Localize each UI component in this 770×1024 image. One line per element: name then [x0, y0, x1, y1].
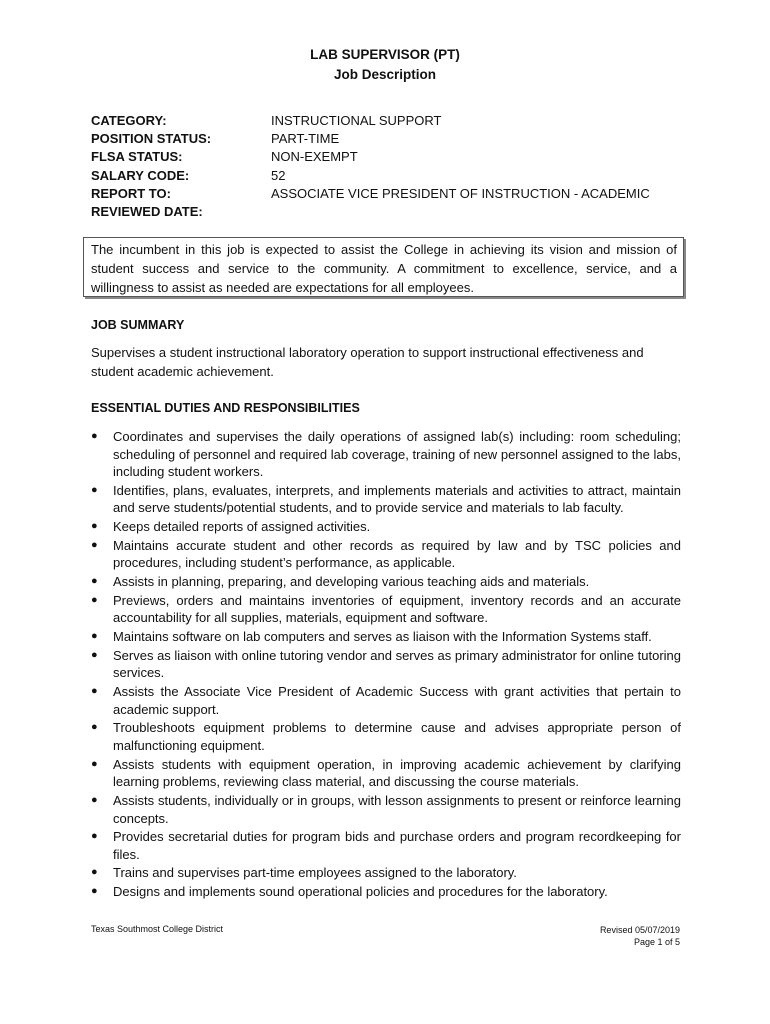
- meta-label: SALARY CODE:: [91, 167, 190, 183]
- meta-label: FLSA STATUS:: [91, 149, 183, 165]
- duty-text: Identifies, plans, evaluates, interprets, and implements materials and activities to attract, maintain and serve students/potential students, and to provide service and materials to lab faculty.: [113, 482, 681, 516]
- notice-box: The incumbent in this job is expected to assist the College in achieving its vision and mission of student success and service to the community. A commitment to excellence, service, and a willingness to assist as needed are expectations for all employees.: [83, 237, 684, 297]
- duty-item: [91, 864, 681, 882]
- meta-row: [91, 130, 650, 148]
- duty-text: Assists the Associate Vice President of Academic Success with grant activities that pertain to academic support.: [113, 684, 681, 717]
- bullet-icon: ●: [91, 630, 98, 643]
- meta-row: [91, 112, 650, 130]
- duty-item: [91, 537, 681, 572]
- duty-item: [91, 518, 681, 536]
- bullet-icon: ●: [91, 866, 98, 879]
- document-subtitle: Job Description: [333, 67, 436, 82]
- duty-text: Assists students with equipment operation, in improving academic achievement by clarifying learning problems, reviewing class material, and discussing the course materials.: [113, 756, 681, 790]
- duty-text: Keeps detailed reports of assigned activities.: [113, 519, 371, 535]
- footer-organization: Texas Southmost College District: [91, 924, 224, 934]
- position-meta-table: [91, 112, 650, 221]
- meta-row: [91, 185, 650, 203]
- meta-value: ASSOCIATE VICE PRESIDENT OF INSTRUCTION - ACADEMIC: [271, 185, 650, 201]
- duty-item: [91, 573, 681, 591]
- footer-revised: Revised 05/07/2019: [599, 925, 680, 935]
- meta-label: REVIEWED DATE:: [91, 203, 203, 219]
- duty-text: Serves as liaison with online tutoring vendor and serves as primary administrator for online tutoring services.: [113, 647, 681, 681]
- duty-item: [91, 683, 681, 718]
- footer-info: [600, 924, 680, 948]
- bullet-icon: ●: [91, 885, 98, 898]
- duty-text: Assists students, individually or in groups, with lesson assignments to present or reinforce learning concepts.: [113, 792, 681, 826]
- meta-value: 52: [271, 167, 286, 183]
- bullet-icon: ●: [91, 757, 98, 770]
- duty-text: Troubleshoots equipment problems to determine cause and advises appropriate person of malfunctioning equipment.: [113, 720, 681, 753]
- bullet-icon: ●: [91, 685, 98, 698]
- bullet-icon: ●: [91, 575, 98, 588]
- meta-label: REPORT TO:: [91, 185, 171, 201]
- meta-value: NON-EXEMPT: [271, 149, 358, 165]
- duty-item: [91, 482, 681, 517]
- duty-text: Maintains software on lab computers and serves as liaison with the Information Systems staff.: [113, 629, 652, 645]
- duty-text: Designs and implements sound operational policies and procedures for the laboratory.: [113, 884, 608, 900]
- duty-text: Previews, orders and maintains inventories of equipment, inventory records and an accurate accountability for all supplies, materials, equipment and software.: [113, 592, 681, 626]
- bullet-icon: ●: [91, 520, 98, 533]
- meta-row: [91, 203, 650, 221]
- duty-text: Maintains accurate student and other records as required by law and by TSC policies and procedures, including student’s performance, as applicable.: [113, 537, 681, 571]
- duty-text: Assists in planning, preparing, and developing various teaching aids and materials.: [113, 574, 590, 590]
- duty-item: [91, 428, 681, 481]
- footer-page-number: Page 1 of 5: [633, 937, 680, 947]
- document-title: LAB SUPERVISOR (PT): [310, 47, 460, 62]
- meta-row: [91, 148, 650, 166]
- duty-text: Trains and supervises part-time employees assigned to the laboratory.: [113, 865, 517, 881]
- bullet-icon: ●: [91, 483, 98, 496]
- bullet-icon: ●: [91, 793, 98, 806]
- duty-item: [91, 592, 681, 627]
- duties-list: [91, 428, 681, 902]
- meta-label: CATEGORY:: [91, 113, 167, 128]
- duties-heading: ESSENTIAL DUTIES AND RESPONSIBILITIES: [91, 401, 360, 415]
- duty-item: [91, 883, 681, 901]
- duty-item: [91, 828, 681, 863]
- bullet-icon: ●: [91, 648, 98, 661]
- bullet-icon: ●: [91, 538, 98, 551]
- duty-item: [91, 792, 681, 827]
- bullet-icon: ●: [91, 593, 98, 606]
- meta-row: [91, 167, 650, 185]
- meta-value: PART-TIME: [271, 131, 340, 147]
- duty-text: Provides secretarial duties for program bids and purchase orders and program recordkeeping for files.: [113, 829, 681, 862]
- duty-item: [91, 719, 681, 754]
- job-summary-text: Supervises a student instructional laboratory operation to support instructional effectiveness and student academic achievement.: [91, 345, 644, 379]
- bullet-icon: ●: [91, 830, 98, 843]
- duty-text: Coordinates and supervises the daily operations of assigned lab(s) including: room scheduling; scheduling of personnel and required lab coverage, training of new personnel assigned to the labs, including student workers.: [113, 429, 681, 480]
- bullet-icon: ●: [91, 430, 98, 442]
- bullet-icon: ●: [91, 721, 98, 734]
- meta-label: POSITION STATUS:: [91, 131, 212, 147]
- duty-item: [91, 756, 681, 791]
- job-summary-heading: JOB SUMMARY: [91, 318, 185, 332]
- meta-value: INSTRUCTIONAL SUPPORT: [271, 113, 442, 128]
- duty-item: [91, 628, 681, 646]
- duty-item: [91, 647, 681, 682]
